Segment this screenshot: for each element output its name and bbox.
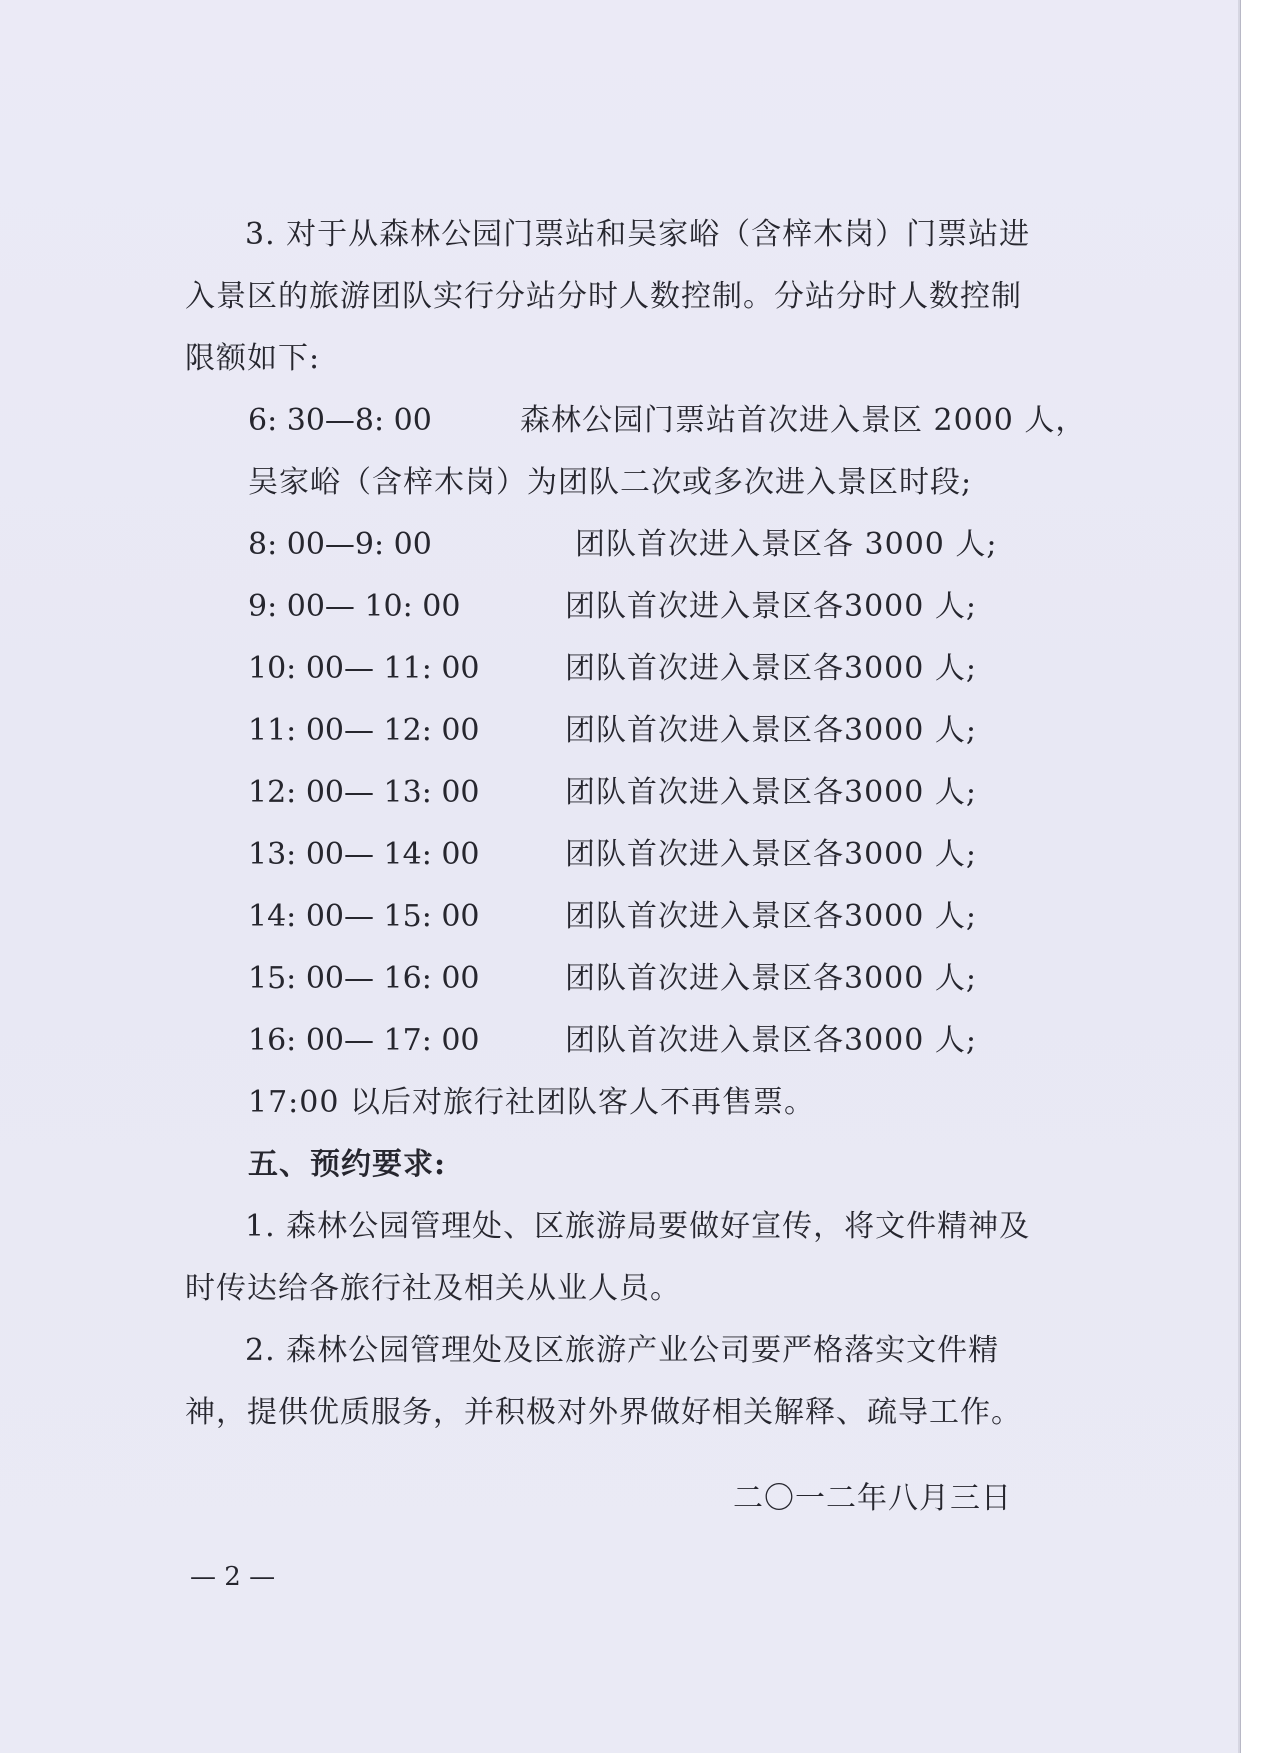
section5-item2-line1: 2. 森林公园管理处及区旅游产业公司要严格落实文件精 bbox=[245, 1333, 1000, 1368]
schedule-time: 16: 00— 17: 00 bbox=[248, 1023, 480, 1058]
item3-line1: 3. 对于从森林公园门票站和吴家峪（含梓木岗）门票站进 bbox=[245, 217, 1031, 252]
schedule-text: 团队首次进入景区各3000 人; bbox=[565, 1023, 977, 1058]
schedule-time: 12: 00— 13: 00 bbox=[248, 775, 480, 810]
schedule-text: 团队首次进入景区各 3000 人; bbox=[575, 527, 998, 562]
section5-item2-line2: 神，提供优质服务，并积极对外界做好相关解释、疏导工作。 bbox=[185, 1395, 1022, 1430]
schedule-time: 15: 00— 16: 00 bbox=[248, 961, 480, 996]
schedule-time: 14: 00— 15: 00 bbox=[248, 899, 480, 934]
document-date: 二〇一二年八月三日 bbox=[733, 1481, 1012, 1516]
schedule-text: 团队首次进入景区各3000 人; bbox=[565, 775, 977, 810]
schedule-first-text: 森林公园门票站首次进入景区 2000 人， bbox=[520, 403, 1087, 438]
section5-item1-line2: 时传达给各旅行社及相关从业人员。 bbox=[185, 1271, 681, 1306]
schedule-text: 团队首次进入景区各3000 人; bbox=[565, 651, 977, 686]
schedule-first-line2: 吴家峪（含梓木岗）为团队二次或多次进入景区时段; bbox=[248, 465, 973, 500]
page-number: — 2 — bbox=[190, 1562, 276, 1592]
schedule-text: 团队首次进入景区各3000 人; bbox=[565, 899, 977, 934]
schedule-time: 11: 00— 12: 00 bbox=[248, 713, 480, 748]
section5-heading: 五、预约要求: bbox=[248, 1147, 447, 1182]
section5-item1-line1: 1. 森林公园管理处、区旅游局要做好宣传，将文件精神及 bbox=[245, 1209, 1031, 1244]
schedule-text: 团队首次进入景区各3000 人; bbox=[565, 713, 977, 748]
schedule-text: 团队首次进入景区各3000 人; bbox=[565, 837, 977, 872]
schedule-time: 13: 00— 14: 00 bbox=[248, 837, 480, 872]
schedule-time: 8: 00—9: 00 bbox=[248, 527, 432, 562]
item3-line3: 限额如下: bbox=[185, 341, 321, 376]
item3-line2: 入景区的旅游团队实行分站分时人数控制。分站分时人数控制 bbox=[185, 279, 1022, 314]
schedule-time: 9: 00— 10: 00 bbox=[248, 589, 461, 624]
after-hours-note: 17:00 以后对旅行社团队客人不再售票。 bbox=[248, 1085, 815, 1120]
schedule-time: 10: 00— 11: 00 bbox=[248, 651, 480, 686]
schedule-text: 团队首次进入景区各3000 人; bbox=[565, 589, 977, 624]
scan-margin bbox=[1240, 0, 1275, 1753]
schedule-text: 团队首次进入景区各3000 人; bbox=[565, 961, 977, 996]
schedule-first-time: 6: 30—8: 00 bbox=[248, 403, 432, 438]
